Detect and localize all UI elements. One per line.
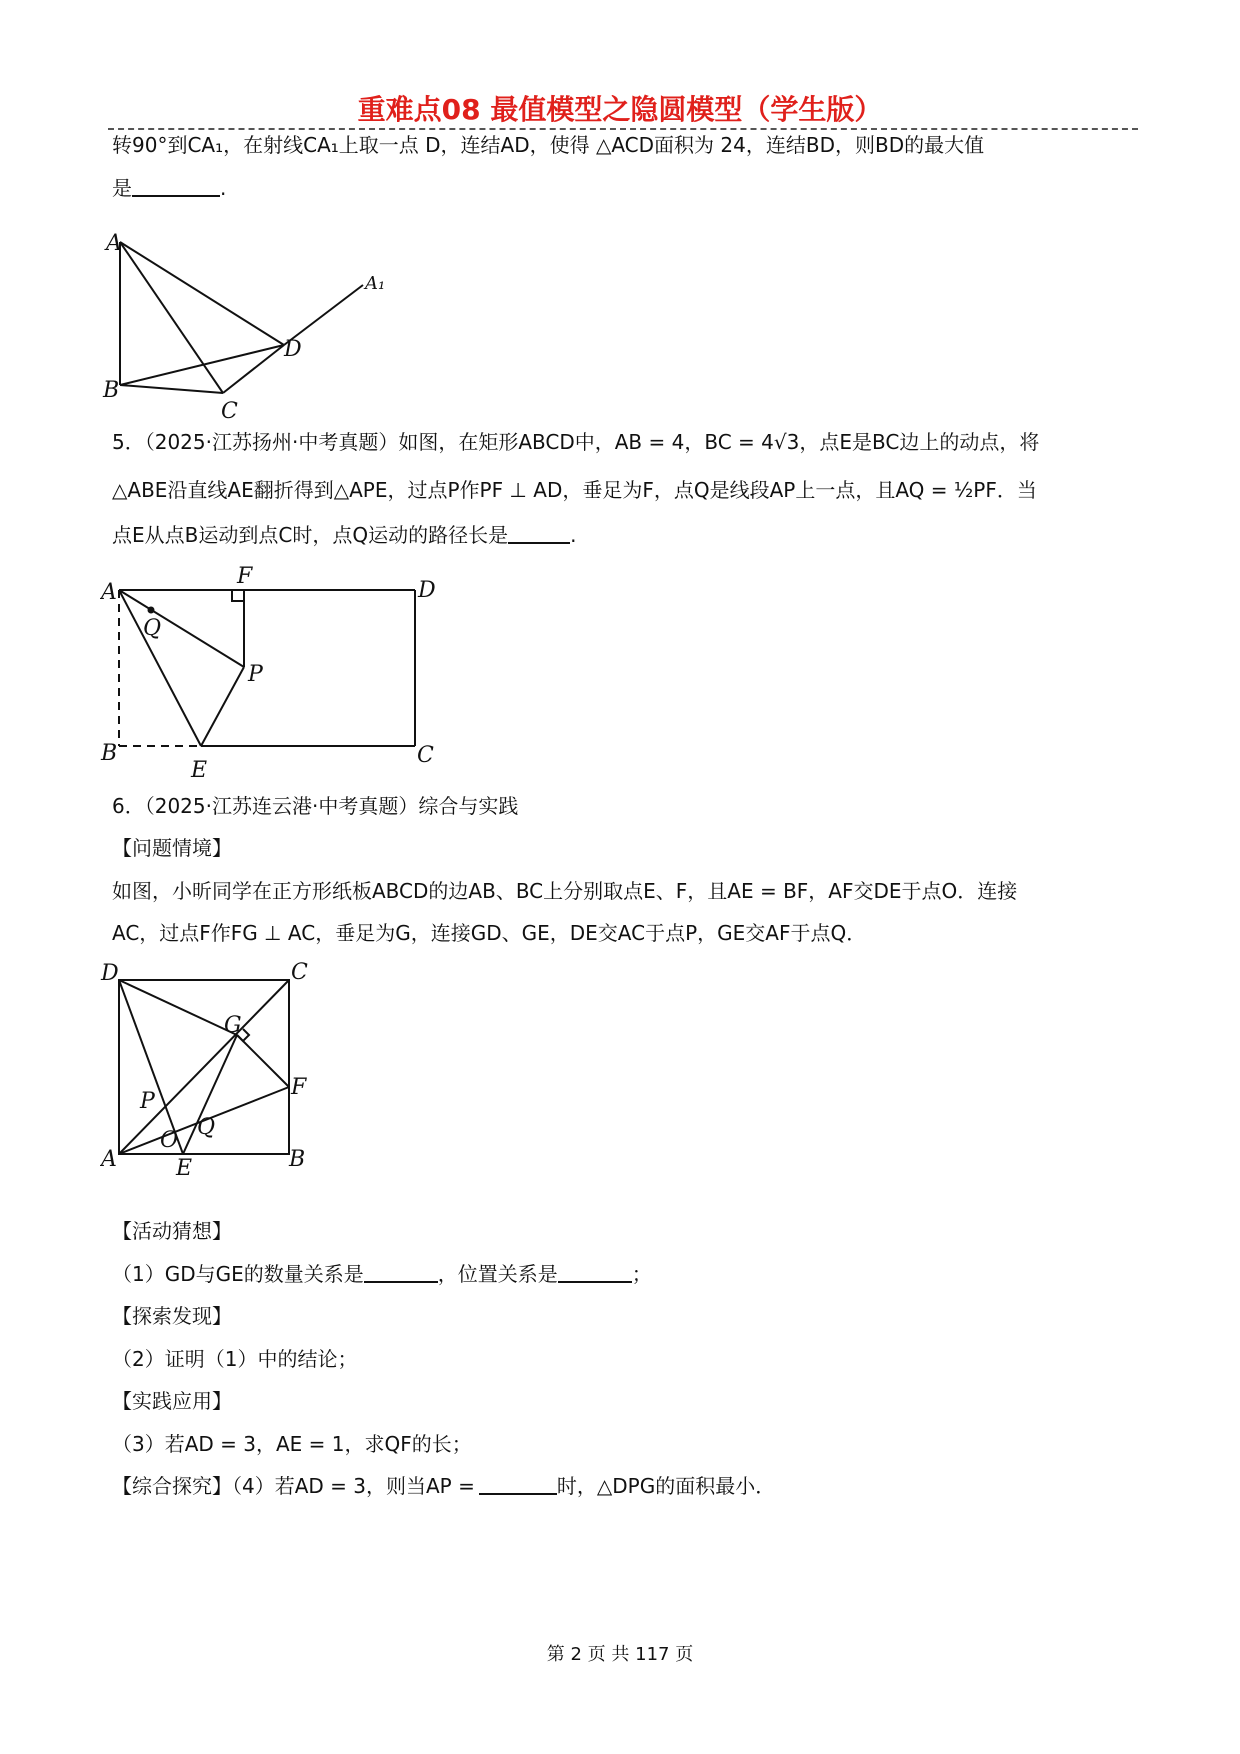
header-divider [108,128,1138,130]
question-3: （3）若AD = 3，AE = 1，求QF的长； [112,1432,472,1456]
answer-blank[interactable] [508,522,570,544]
section-heading-explore: 【探索发现】 [112,1304,232,1328]
label-A: A [106,231,122,256]
label-B: B [101,741,118,766]
label-G: G [224,1013,242,1038]
problem5-text-line1: 5．（2025·江苏扬州·中考真题）如图，在矩形ABCD中，AB = 4，BC = 4√3，点E是BC边上的动点，将 [112,430,1040,454]
label-A1: A₁ [365,273,386,294]
answer-blank[interactable] [364,1261,438,1283]
problem5-figure [100,563,450,781]
document-title: 重难点08 最值模型之隐圆模型（学生版） [357,93,883,126]
problem5-line3-end: . [570,523,577,547]
problem5-text-line2: △ABE沿直线AE翻折得到△APE，过点P作PF ⊥ AD，垂足为F，点Q是线段AP上一点，且AQ = ½PF．当 [112,478,1037,502]
label-F: F [237,564,253,589]
label-C: C [221,399,238,420]
label-E: E [191,758,208,781]
problem6-context-line2: AC，过点F作FG ⊥ AC，垂足为G，连接GD、GE，DE交AC于点P，GE交AF于点Q． [112,921,867,945]
label-B: B [103,378,120,403]
section-heading-guess: 【活动猜想】 [112,1219,232,1243]
problem4-line2-text: 是 [112,176,132,200]
question-2: （2）证明（1）中的结论； [112,1347,358,1371]
answer-blank[interactable] [132,175,220,197]
problem6-figure [100,960,380,1200]
problem6-text-line1: 6．（2025·江苏连云港·中考真题）综合与实践 [112,794,519,818]
label-B: B [289,1147,306,1172]
label-D: D [101,961,119,986]
q4-text-b: 时，△DPG的面积最小． [556,1474,776,1498]
problem6-context-line1: 如图，小昕同学在正方形纸板ABCD的边AB、BC上分别取点E、F，且AE = BF，AF交DE于点O．连接 [112,879,1018,903]
page-number: 第 2 页 共 117 页 [546,1644,694,1665]
label-P: P [248,662,263,687]
label-F: F [291,1075,307,1100]
question-4 [112,1472,775,1500]
q4-text-a: 【综合探究】（4）若AD = 3，则当AP = [112,1474,475,1498]
problem4-line2-end: . [220,176,227,200]
q1-text-a: （1）GD与GE的数量关系是 [112,1262,364,1286]
section-heading-context: 【问题情境】 [112,836,232,860]
q1-text-b: ，位置关系是 [437,1262,558,1286]
label-C: C [291,960,308,985]
problem4-figure [100,225,440,420]
answer-blank[interactable] [558,1261,632,1283]
q1-text-c: ； [631,1262,652,1286]
label-D: D [418,578,436,603]
label-A: A [101,1147,117,1172]
label-A: A [101,580,117,605]
question-1 [112,1260,652,1288]
label-Q: Q [143,616,162,641]
problem5-text-line3 [112,521,576,549]
label-O: O [160,1128,179,1153]
label-P: P [140,1089,155,1114]
problem5-line3-text: 点E从点B运动到点C时，点Q运动的路径长是 [112,523,509,547]
problem4-text-line1: 转90°到CA₁，在射线CA₁上取一点 D，连结AD，使得 △ACD面积为 24，连结BD，则BD的最大值 [112,133,985,157]
section-heading-apply: 【实践应用】 [112,1389,232,1413]
problem4-text-line2 [112,174,226,202]
label-E: E [176,1156,193,1181]
answer-blank[interactable] [479,1473,557,1495]
label-C: C [417,743,434,768]
label-D: D [284,337,302,362]
label-Q: Q [197,1115,216,1140]
